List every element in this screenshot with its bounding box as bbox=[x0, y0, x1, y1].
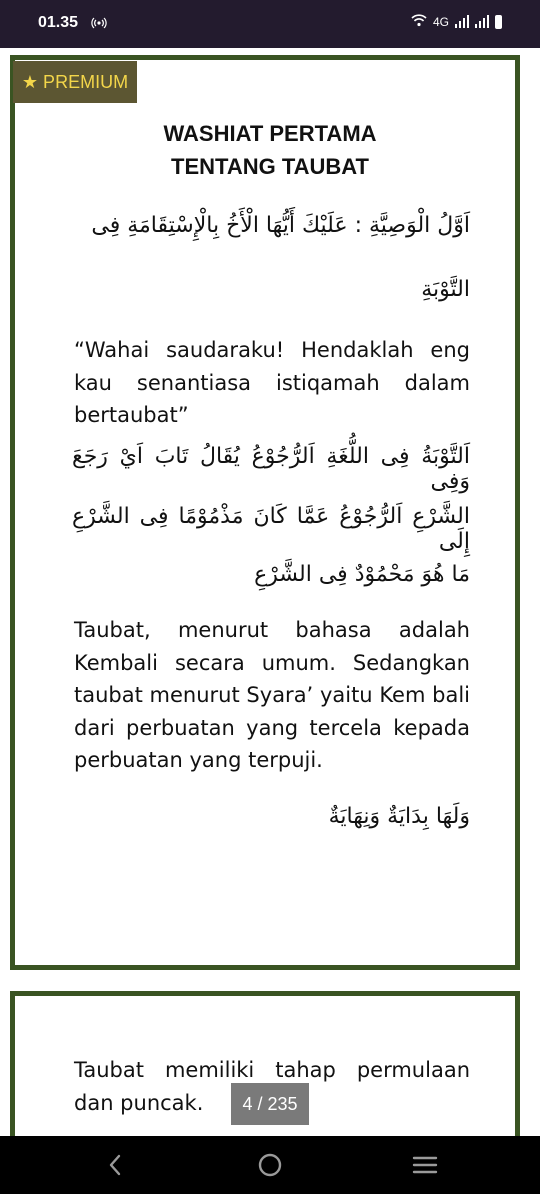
reader-view[interactable] bbox=[0, 48, 540, 1136]
body-paragraph: Taubat memiliki tahap permulaan dan puncak. bbox=[74, 1058, 470, 1115]
back-icon bbox=[105, 1153, 125, 1177]
navigation-bar bbox=[0, 1136, 540, 1194]
arabic-text-line: الشَّرْعِ اَلرُّجُوْعُ عَمَّا كَانَ مَذْمُوْمًا فِى الشَّرْعِ إِلَى bbox=[72, 504, 470, 554]
page-title-line2: TENTANG TAUBAT bbox=[171, 154, 369, 179]
quote-paragraph: “Wahai saudaraku! Hendaklah eng kau senantiasa istiqamah dalam bertaubat” bbox=[74, 338, 470, 427]
battery-icon bbox=[495, 15, 502, 29]
arabic-text-line: مَا هُوَ مَحْمُوْدٌ فِى الشَّرْعِ bbox=[254, 562, 470, 587]
hotspot-icon bbox=[91, 16, 107, 33]
status-icons bbox=[411, 13, 502, 30]
arabic-text-line: وَلَهَا بِدَايَةٌ وَنِهَايَةٌ bbox=[328, 804, 470, 829]
page-title-line1: WASHIAT PERTAMA bbox=[163, 121, 377, 146]
premium-badge[interactable]: ★ PREMIUM bbox=[13, 61, 137, 103]
home-icon bbox=[257, 1152, 283, 1178]
status-bar bbox=[0, 0, 540, 48]
signal-icon bbox=[455, 15, 469, 28]
body-paragraph: Taubat, menurut bahasa adalah Kembali secara umum. Sedangkan taubat menurut Syara’ yaitu Kem bali dari perbuatan yang tercela kepada perbuatan yang terpuji. bbox=[74, 618, 470, 772]
network-label: 4G bbox=[432, 14, 449, 29]
signal-icon bbox=[475, 15, 489, 28]
arabic-text-line: التَّوْبَةِ bbox=[421, 277, 470, 302]
arabic-text-line: اَلتَّوْبَةُ فِى اللُّغَةِ اَلرُّجُوْعُ يُقَالُ تَابَ اَيْ رَجَعَ وَفِى bbox=[72, 444, 470, 494]
home-button[interactable] bbox=[230, 1136, 310, 1194]
recents-button[interactable] bbox=[385, 1136, 465, 1194]
status-time: 01.35 bbox=[38, 14, 79, 31]
arabic-text-line: اَوَّلُ الْوَصِيَّةِ : عَلَيْكَ أَيُّهَا الْأَخُ بِالْإِسْتِقَامَةِ فِى bbox=[91, 213, 470, 238]
page-indicator: 4 / 235 bbox=[231, 1083, 309, 1125]
menu-icon bbox=[412, 1154, 438, 1176]
wifi-icon bbox=[411, 13, 427, 30]
back-button[interactable] bbox=[75, 1136, 155, 1194]
